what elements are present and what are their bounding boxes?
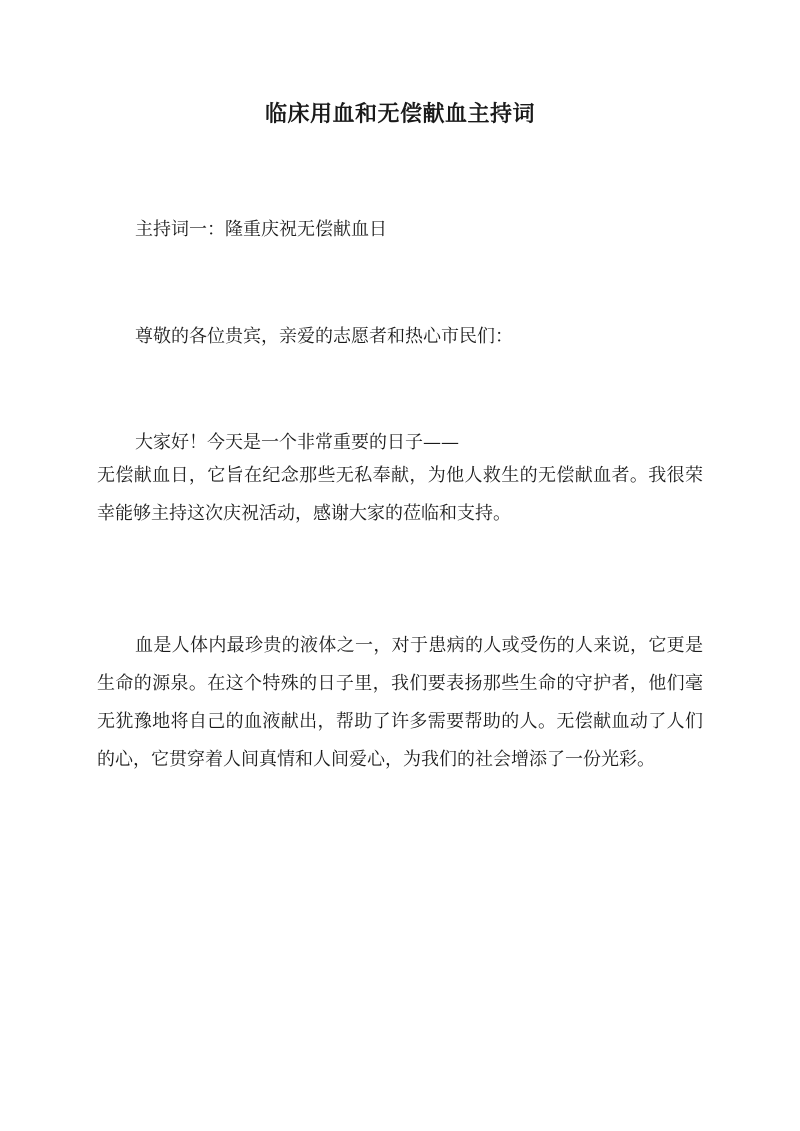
- blood-paragraph: 血是人体内最珍贵的液体之一，对于患病的人或受伤的人来说，它更是生命的源泉。在这个特殊的日子里，我们要表扬那些生命的守护者，他们毫无犹豫地将自己的血液献出，帮助了许多需要帮助的人。无偿献血动了人们的心，它贯穿着人间真情和人间爱心，为我们的社会增添了一份光彩。: [97, 635, 703, 770]
- document-title: 临床用血和无偿献血主持词: [264, 101, 535, 127]
- greeting-paragraph: 尊敬的各位贵宾，亲爱的志愿者和热心市民们：: [135, 326, 513, 347]
- intro-line: 大家好！今天是一个非常重要的日子——: [135, 432, 459, 453]
- intro-paragraph: 无偿献血日，它旨在纪念那些无私奉献，为他人救生的无偿献血者。我很荣幸能够主持这次庆祝活动，感谢大家的莅临和支持。: [97, 465, 703, 524]
- section-heading: 主持词一：隆重庆祝无偿献血日: [135, 219, 387, 240]
